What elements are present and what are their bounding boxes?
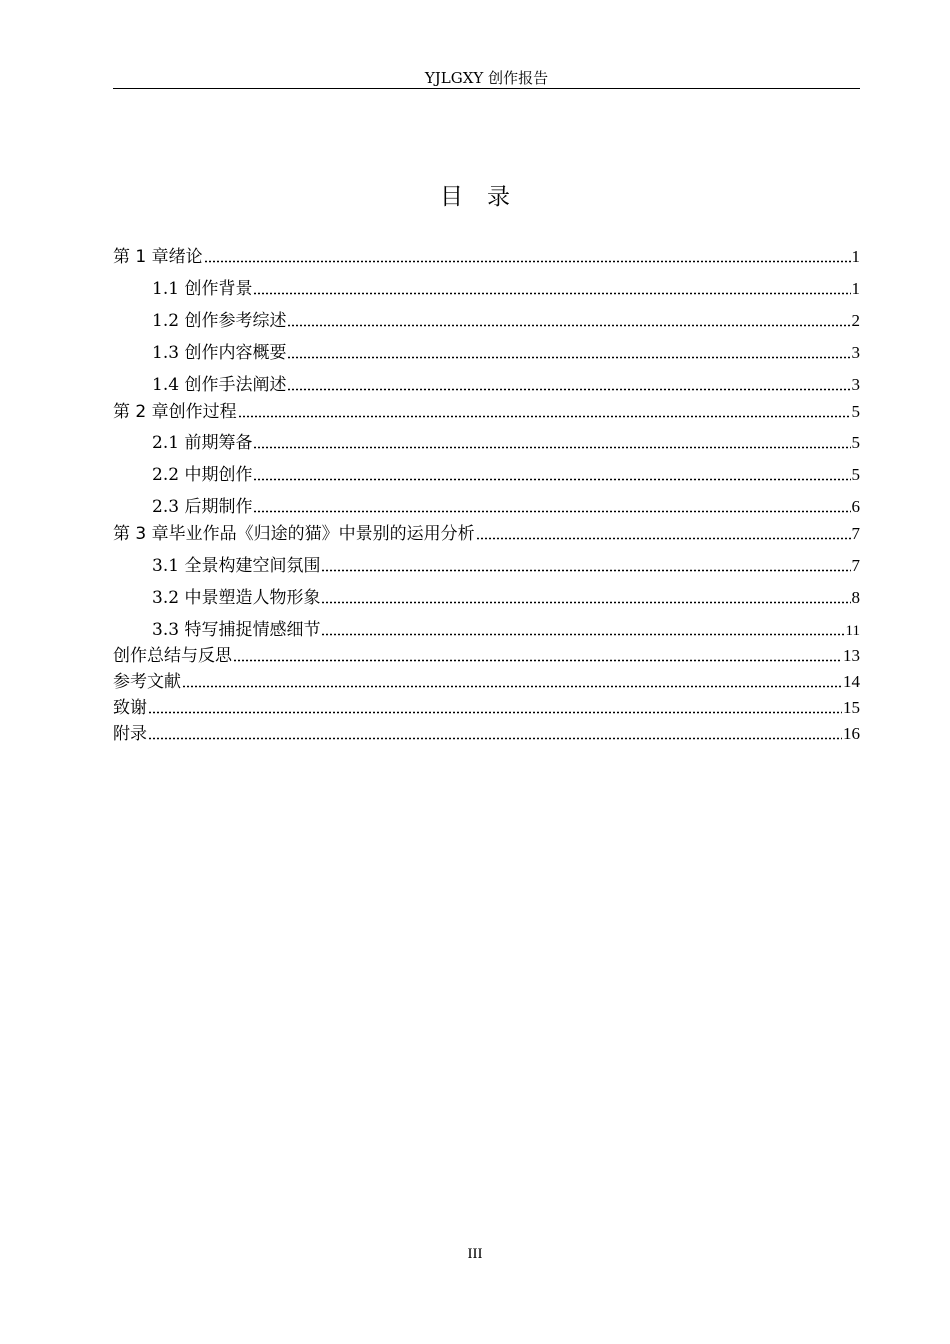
toc-entry-page: 1 [851, 247, 860, 266]
toc-section-entry[interactable] [113, 306, 860, 331]
toc-section-entry[interactable] [113, 551, 860, 576]
toc-entry-label: 第 3 章毕业作品《归途的猫》中景别的运用分析 [113, 524, 475, 544]
toc-entry-page: 8 [851, 588, 860, 607]
toc-entry-label: 附录 [113, 724, 147, 744]
toc-section-entry[interactable] [113, 583, 860, 608]
toc-chapter-entry[interactable] [113, 641, 860, 666]
dot-leader [287, 324, 850, 327]
dot-leader [253, 510, 850, 513]
toc-entry-page: 16 [843, 724, 860, 743]
toc-entry-page: 15 [843, 698, 860, 717]
toc-section-entry[interactable] [113, 492, 860, 517]
toc-chapter-entry[interactable] [113, 693, 860, 718]
toc-chapter-entry[interactable] [113, 397, 860, 422]
toc-chapter-entry[interactable] [113, 242, 860, 267]
toc-entry-label: 第 2 章创作过程 [113, 402, 237, 422]
toc-entry-label: 创作总结与反思 [113, 646, 232, 666]
toc-entry-page: 14 [843, 672, 860, 691]
toc-chapter-entry[interactable] [113, 719, 860, 744]
toc-chapter-entry[interactable] [113, 519, 860, 544]
toc-entry-label: 1.2 创作参考综述 [152, 311, 287, 331]
toc-section-entry[interactable] [113, 428, 860, 453]
toc-entry-page: 7 [851, 556, 860, 575]
toc-entry-label: 3.2 中景塑造人物形象 [152, 588, 321, 608]
toc-entry-page: 3 [851, 343, 860, 362]
toc-entry-label: 致谢 [113, 698, 147, 718]
toc-section-entry[interactable] [113, 274, 860, 299]
dot-leader [148, 711, 842, 714]
toc-entry-page: 5 [851, 402, 860, 421]
toc-entry-page: 3 [851, 375, 860, 394]
toc-entry-label: 3.3 特写捕捉情感细节 [152, 620, 321, 640]
toc-entry-label: 1.1 创作背景 [152, 279, 253, 299]
toc-entry-label: 第 1 章绪论 [113, 247, 203, 267]
dot-leader [287, 388, 850, 391]
toc-section-entry[interactable] [113, 615, 860, 640]
toc-entry-label: 2.3 后期制作 [152, 497, 253, 517]
page-number: III [467, 1246, 483, 1262]
toc-entry-label: 1.3 创作内容概要 [152, 343, 287, 363]
toc-entry-label: 2.1 前期筹备 [152, 433, 253, 453]
dot-leader [253, 478, 850, 481]
dot-leader [182, 685, 842, 688]
toc-entry-page: 2 [851, 311, 860, 330]
dot-leader [233, 659, 842, 662]
toc-section-entry[interactable] [113, 460, 860, 485]
toc-entry-page: 5 [851, 465, 860, 484]
dot-leader [321, 569, 850, 572]
toc-entry-label: 1.4 创作手法阐述 [152, 375, 287, 395]
toc-entry-label: 参考文献 [113, 672, 181, 692]
dot-leader [253, 292, 850, 295]
toc-entry-page: 7 [851, 524, 860, 543]
toc-entry-page: 1 [851, 279, 860, 298]
toc-section-entry[interactable] [113, 370, 860, 395]
dot-leader [321, 633, 844, 636]
dot-leader [321, 601, 850, 604]
dot-leader [148, 737, 842, 740]
toc-entry-page: 13 [843, 646, 860, 665]
dot-leader [253, 446, 850, 449]
dot-leader [204, 260, 851, 263]
toc-entry-page: 11 [845, 623, 860, 639]
toc-entry-page: 6 [851, 497, 860, 516]
dot-leader [476, 537, 851, 540]
toc-section-entry[interactable] [113, 338, 860, 363]
running-header: YJLGXY 创作报告 [113, 68, 860, 89]
dot-leader [287, 356, 850, 359]
toc-entry-page: 5 [851, 433, 860, 452]
toc-entry-label: 2.2 中期创作 [152, 465, 253, 485]
toc-entry-label: 3.1 全景构建空间氛围 [152, 556, 321, 576]
dot-leader [238, 415, 851, 418]
toc-chapter-entry[interactable] [113, 667, 860, 692]
toc-title: 目录 [440, 184, 534, 210]
